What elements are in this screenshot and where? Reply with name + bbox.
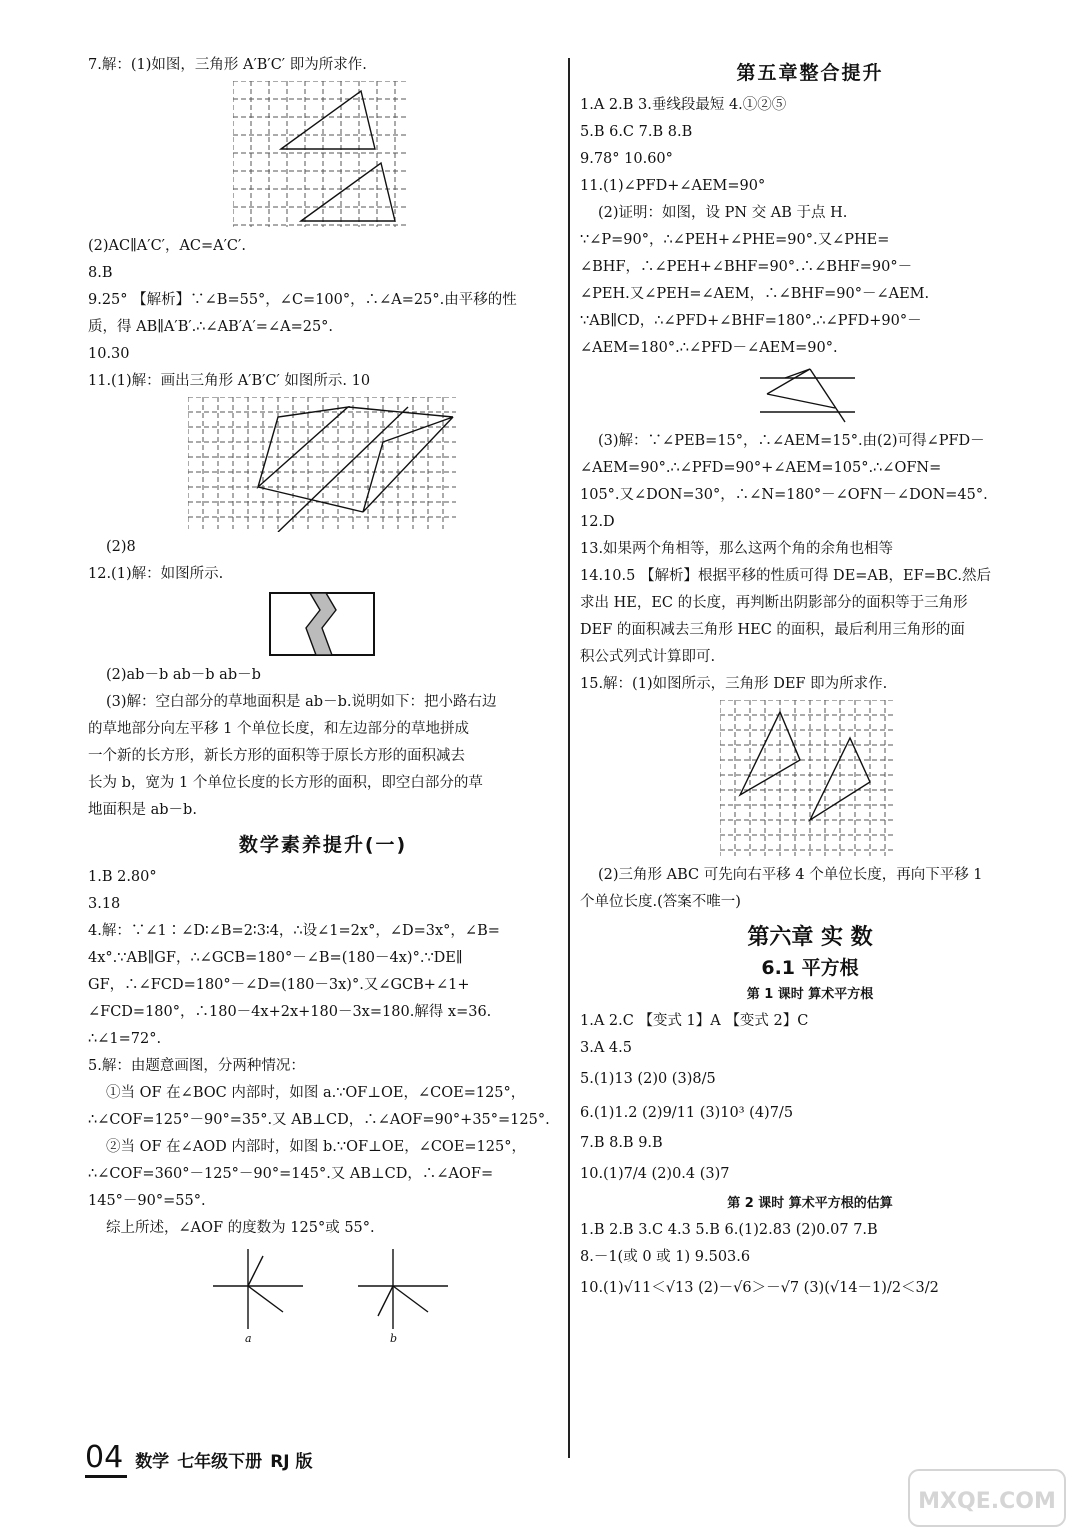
section-title-literacy: 数学素养提升(一) [238,834,408,856]
q12-part3-e: 地面积是 ab－b. [88,802,197,818]
q11-part2: (2)8 [106,539,136,555]
footer-edition: RJ 版 [270,1452,313,1472]
r13-answer: 13.如果两个角相等，那么这两个角的余角也相等 [580,541,894,557]
r11-line8: (3)解：∵∠PEB=15°，∴∠AEM=15°.由(2)可得∠PFD－ [598,433,985,449]
q7-head: 7.解：(1)如图，三角形 A′B′C′ 即为所求作. [88,57,367,73]
figure-s5-angles [173,1244,473,1344]
figure-r15-grid [720,700,900,860]
r14-line3: DEF 的面积减去三角形 HEC 的面积，最后利用三角形的面 [580,622,965,638]
s4-line5: ∴∠1=72°. [88,1031,162,1047]
r15-line3: 个单位长度.(答案不唯一) [580,894,741,910]
s5-line1: 5.解：由题意画图，分两种情况： [88,1058,305,1074]
watermark-text: MXQE.COM [918,1489,1056,1514]
chapter-title: 第六章 实 数 [747,925,873,950]
s5-line6: 145°－90°=55°. [88,1193,206,1209]
q12-head: 12.(1)解：如图所示. [88,566,224,582]
s5-line7: 综上所述，∠AOF 的度数为 125°或 55°. [106,1220,375,1236]
figure-q11-grid [188,397,458,532]
r11-line6: ∵AB∥CD，∴∠PFD+∠BHF=180°.∴∠PFD+90°－ [580,313,922,329]
r12-answer: 12.D [580,514,615,530]
right-column [580,52,1040,1305]
left-column [88,52,558,1346]
r11-line2: (2)证明：如图，设 PN 交 AB 于点 H. [598,205,848,221]
r14-line1: 14.10.5 【解析】根据平移的性质可得 DE=AB，EF=BC.然后 [580,568,991,584]
r14-line2: 求出 HE，EC 的长度，再判断出阴影部分的面积等于三角形 [580,595,968,611]
section-title-ch5: 第五章整合提升 [736,62,884,84]
q7-part2: (2)AC∥A′C′，AC=A′C′. [88,238,246,254]
r11-line4: ∠BHF，∴∠PEH+∠BHF=90°.∴∠BHF=90°－ [580,259,913,275]
page-number: 04 [85,1440,127,1478]
column-divider [568,58,570,1458]
q10-answer: 10.30 [88,346,130,362]
r15-line1: 15.解：(1)如图所示，三角形 DEF 即为所求作. [580,676,888,692]
triangle-a1b1c1-q11 [363,417,453,512]
page-footer [85,1440,313,1480]
q9-line1: 9.25° 【解析】∵∠B=55°，∠C=100°，∴∠A=25°.由平移的性 [88,292,517,308]
figure-q7-grid [233,81,413,231]
triangle-abc [301,163,395,221]
s5-line2: ①当 OF 在∠BOC 内部时，如图 a.∵OF⊥OE，∠COE=125°， [106,1085,526,1101]
r14-line4: 积公式列式计算即可. [580,649,716,665]
fig-b-label: b [390,1332,398,1344]
r9-answer: 9.78° 10.60° [580,151,673,167]
s5-line3: ∴∠COF=125°－90°=35°.又 AB⊥CD，∴∠AOF=90°+35°=125°. [88,1112,550,1128]
l1-line4: 6.(1)1.2 (2)9/11 (3)10³ (4)7/5 [580,1105,794,1121]
q12-part3-b: 的草地部分向左平移 1 个单位长度，和左边部分的草地拼成 [88,721,469,737]
r11-line7: ∠AEM=180°.∴∠PFD－∠AEM=90°. [580,340,838,356]
triangle-abc-q11 [258,407,348,487]
r11-line9: ∠AEM=90°.∴∠PFD=90°+∠AEM=105°.∴∠OFN= [580,460,942,476]
q12-part3-c: 一个新的长方形，新长方形的面积等于原长方形的面积减去 [88,748,465,764]
lesson1-title: 第 1 课时 算术平方根 [746,987,874,1002]
s4-line4: ∠FCD=180°，∴180－4x+2x+180－3x=180.解得 x=36. [88,1004,492,1020]
subsection-title: 6.1 平方根 [761,957,859,979]
l2-line2: 8.－1(或 0 或 1) 9.503.6 [580,1249,751,1265]
q8-answer: 8.B [88,265,113,281]
triangle-a1b1c1 [281,91,375,149]
r5-answer: 5.B 6.C 7.B 8.B [580,124,693,140]
lesson2-title: 第 2 课时 算术平方根的估算 [727,1196,893,1211]
s1-answer: 1.B 2.80° [88,869,157,885]
r15-line2: (2)三角形 ABC 可先向右平移 4 个单位长度，再向下平移 1 [598,867,983,883]
r1-answer: 1.A 2.B 3.垂线段最短 4.①②⑤ [580,97,787,113]
r11-line3: ∵∠P=90°，∴∠PEH+∠PHE=90°.又∠PHE= [580,232,890,248]
figure-r11-parallel [755,364,865,426]
s4-line1: 4.解：∵∠1∶∠D∶∠B=2∶3∶4，∴设∠1=2x°，∠D=3x°，∠B= [88,923,500,939]
figure-q12-path [268,590,378,660]
s5-line4: ②当 OF 在∠AOD 内部时，如图 b.∵OF⊥OE，∠COE=125°， [106,1139,526,1155]
l2-line3: 10.(1)√11＜√13 (2)－√6＞－√7 (3)(√14－1)/2＜3/2 [580,1280,939,1296]
q12-part3-a: (3)解：空白部分的草地面积是 ab－b.说明如下：把小路右边 [106,694,497,710]
footer-grade: 七年级下册 [177,1452,263,1472]
q11-head: 11.(1)解：画出三角形 A′B′C′ 如图所示. 10 [88,373,371,389]
q9-line2: 质，得 AB∥A′B′.∴∠AB′A′=∠A=25°. [88,319,334,335]
l1-line1: 1.A 2.C 【变式 1】A 【变式 2】C [580,1013,809,1029]
fig-a-label: a [245,1332,252,1344]
s4-line2: 4x°.∵AB∥GF，∴∠GCB=180°－∠B=(180－4x)°.∵DE∥ [88,950,463,966]
l2-line1: 1.B 2.B 3.C 4.3 5.B 6.(1)2.83 (2)0.07 7.B [580,1222,878,1238]
s3-answer: 3.18 [88,896,121,912]
l1-line5: 7.B 8.B 9.B [580,1135,663,1151]
l1-line6: 10.(1)7/4 (2)0.4 (3)7 [580,1166,730,1182]
triangle-abc-r15 [740,712,800,795]
q12-part2: (2)ab－b ab－b ab－b [106,667,261,683]
footer-subject: 数学 [135,1452,170,1472]
l1-line3: 5.(1)13 (2)0 (3)8/5 [580,1071,716,1087]
r11-line10: 105°.又∠DON=30°，∴∠N=180°－∠OFN－∠DON=45°. [580,487,988,503]
s5-line5: ∴∠COF=360°－125°－90°=145°.又 AB⊥CD，∴∠AOF= [88,1166,494,1182]
s4-line3: GF，∴∠FCD=180°－∠D=(180－3x)°.又∠GCB+∠1+ [88,977,470,993]
r11-line5: ∠PEH.又∠PEH=∠AEM，∴∠BHF=90°－∠AEM. [580,286,930,302]
watermark-logo [907,1468,1067,1528]
r11-line1: 11.(1)∠PFD+∠AEM=90° [580,178,766,194]
l1-line2: 3.A 4.5 [580,1040,632,1056]
q12-part3-d: 长为 b，宽为 1 个单位长度的长方形的面积，即空白部分的草 [88,775,483,791]
